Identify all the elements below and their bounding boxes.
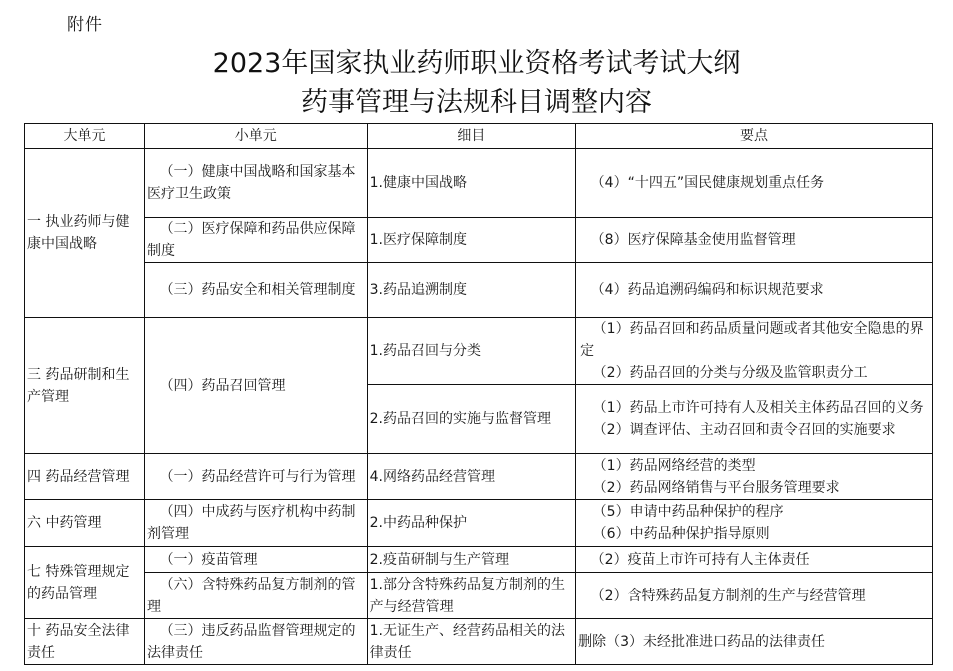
table-row (25, 573, 933, 619)
key-points-cell: （4）“十四五”国民健康规划重点任务 (576, 149, 933, 218)
table-row (25, 263, 933, 318)
item-cell: 1.部分含特殊药品复方制剂的生产与经营管理 (367, 573, 575, 619)
minor-unit-cell: （一）药品经营许可与行为管理 (144, 454, 367, 500)
major-unit-cell: 七 特殊管理规定的药品管理 (25, 547, 145, 619)
table-row (25, 149, 933, 218)
key-points-cell (576, 318, 933, 385)
key-point: （5）申请中药品种保护的程序 (592, 504, 784, 520)
key-point: （1）药品召回和药品质量问题或者其他安全隐患的界定 (580, 321, 924, 359)
item-cell: 1.健康中国战略 (367, 149, 575, 218)
major-unit-cell: 四 药品经营管理 (25, 454, 145, 500)
item-cell: 1.药品召回与分类 (367, 318, 575, 385)
key-points-cell: （2）含特殊药品复方制剂的生产与经营管理 (576, 573, 933, 619)
header-minor-unit: 小单元 (144, 124, 367, 149)
adjustment-table (24, 123, 933, 665)
header-item: 细目 (367, 124, 575, 149)
item-cell: 3.药品追溯制度 (367, 263, 575, 318)
key-point: （2）调查评估、主动召回和责令召回的实施要求 (592, 422, 896, 438)
minor-unit-cell: （四）中成药与医疗机构中药制剂管理 (144, 500, 367, 547)
table-row (25, 500, 933, 547)
item-cell: 2.疫苗研制与生产管理 (367, 547, 575, 573)
key-points-cell: （2）疫苗上市许可持有人主体责任 (576, 547, 933, 573)
minor-unit-cell: （二）医疗保障和药品供应保障制度 (144, 218, 367, 263)
major-unit-cell: 一 执业药师与健康中国战略 (25, 149, 145, 318)
table-row (25, 454, 933, 500)
key-point: （1）药品上市许可持有人及相关主体药品召回的义务 (592, 400, 924, 416)
key-points-cell: 删除（3）未经批准进口药品的法律责任 (576, 619, 933, 665)
document-title: 2023年国家执业药师职业资格考试考试大纲 (212, 48, 741, 79)
attachment-label: 附件 (67, 15, 103, 35)
key-points-cell: （8）医疗保障基金使用监督管理 (576, 218, 933, 263)
item-cell: 2.药品召回的实施与监督管理 (367, 385, 575, 454)
key-point: （2）药品召回的分类与分级及监管职责分工 (592, 365, 868, 381)
key-points-cell: （4）药品追溯码编码和标识规范要求 (576, 263, 933, 318)
key-point: （1）药品网络经营的类型 (592, 457, 756, 474)
key-point: （2）药品网络销售与平台服务管理要求 (592, 479, 840, 496)
table-row (25, 619, 933, 665)
table-row (25, 318, 933, 385)
item-cell: 2.中药品种保护 (367, 500, 575, 547)
table-row (25, 218, 933, 263)
document-subtitle: 药事管理与法规科目调整内容 (301, 87, 652, 118)
major-unit-cell: 六 中药管理 (25, 500, 145, 547)
key-point: （6）中药品种保护指导原则 (592, 526, 770, 542)
key-points-cell (576, 454, 933, 500)
item-cell: 1.医疗保障制度 (367, 218, 575, 263)
minor-unit-cell: （六）含特殊药品复方制剂的管理 (144, 573, 367, 619)
header-key-points: 要点 (576, 124, 933, 149)
minor-unit-cell: （一）疫苗管理 (144, 547, 367, 573)
table-header-row (25, 124, 933, 149)
major-unit-cell: 三 药品研制和生产管理 (25, 318, 145, 454)
item-cell: 4.网络药品经营管理 (367, 454, 575, 500)
key-points-cell (576, 385, 933, 454)
major-unit-cell: 十 药品安全法律责任 (25, 619, 145, 665)
key-points-cell (576, 500, 933, 547)
minor-unit-cell: （四）药品召回管理 (144, 318, 367, 454)
minor-unit-cell: （三）违反药品监督管理规定的法律责任 (144, 619, 367, 665)
header-major-unit: 大单元 (25, 124, 145, 149)
minor-unit-cell: （一）健康中国战略和国家基本医疗卫生政策 (144, 149, 367, 218)
minor-unit-cell: （三）药品安全和相关管理制度 (144, 263, 367, 318)
item-cell: 1.无证生产、经营药品相关的法律责任 (367, 619, 575, 665)
table-row (25, 547, 933, 573)
